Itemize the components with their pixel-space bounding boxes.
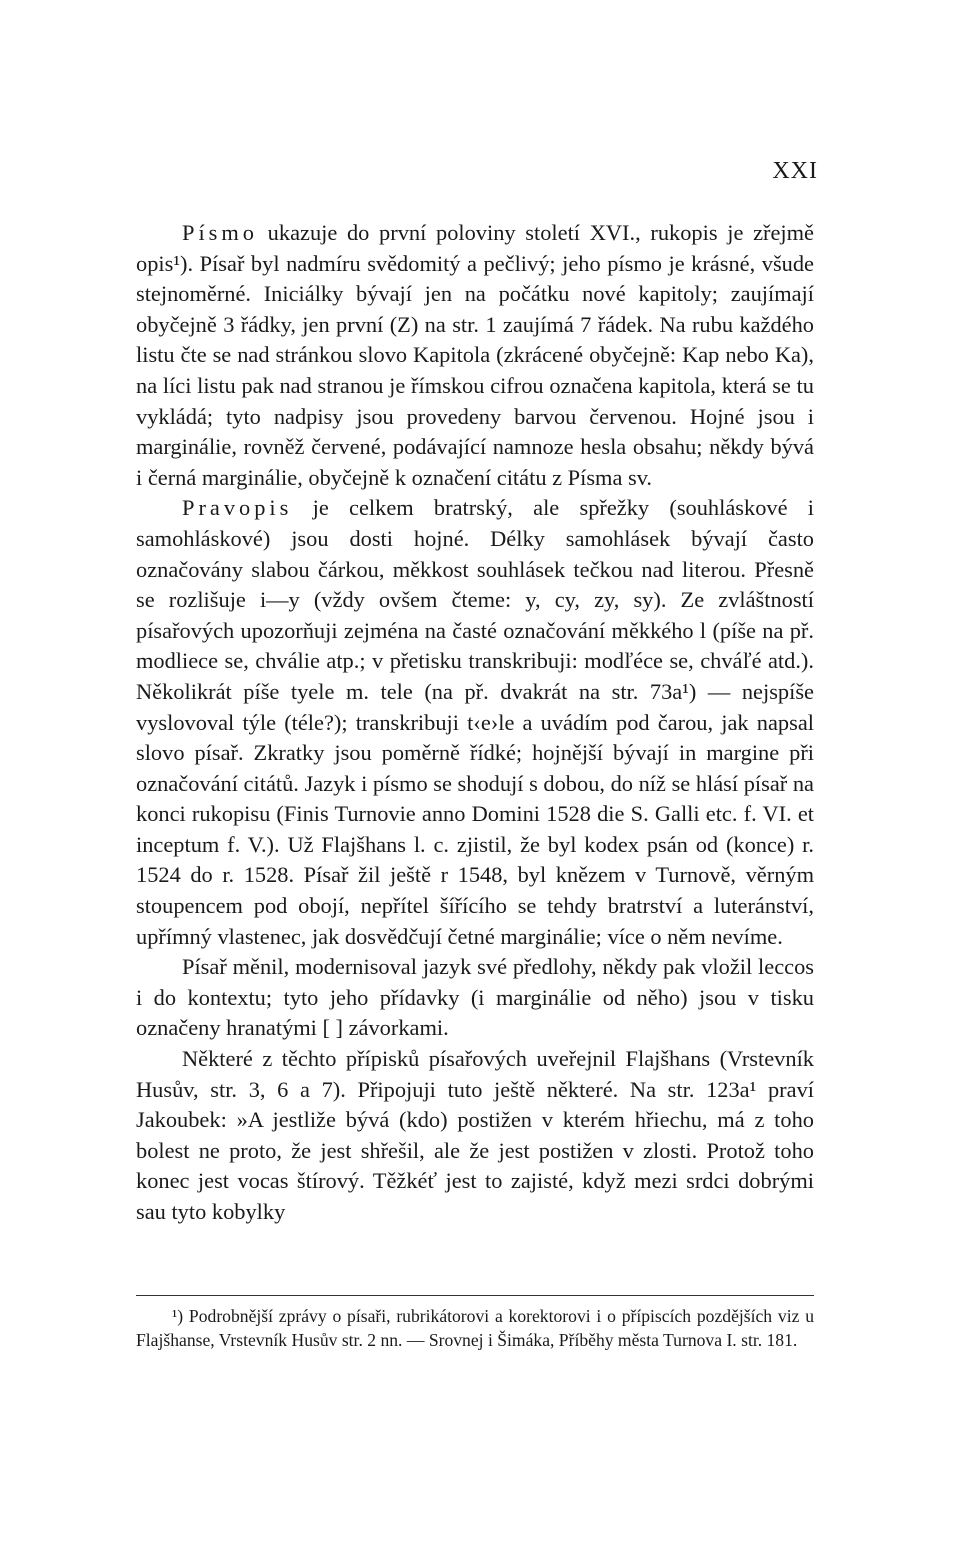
body-text [136, 218, 814, 1228]
footnote-marker: ¹) [172, 1306, 184, 1326]
footnotes [136, 1304, 814, 1352]
paragraph-text: Písař měnil, modernisoval jazyk své předlohy, někdy pak vložil leccos i do kontextu; tyto jeho přídavky (i marginálie od něho) jsou v tisku označeny hranatými [ ] závorkami. [136, 954, 814, 1041]
paragraph-pripisky [136, 1044, 814, 1228]
paragraph-pismo [136, 218, 814, 493]
paragraph-text: Některé z těchto přípisků písařových uveřejnil Flajšhans (Vrstevník Husův, str. 3, 6 a 7). Připojuji tuto ještě některé. Na str. 123a¹ praví Jakoubek: »A jestliže bývá (kdo) postižen v kterém hřiechu, má z toho bolest ne proto, že jest shřešil, ale že jest postižen v zlosti. Protož toho konec jest vocas štírový. Těžkéť jest to zajisté, když mezi srdci dobrými sau tyto kobylky [136, 1046, 814, 1224]
footnote-1 [136, 1304, 814, 1352]
paragraph-text: ukazuje do první poloviny století XVI., rukopis je zřejmě opis¹). Písař byl nadmíru svědomitý a pečlivý; jeho písmo je krásné, všude stejnoměrné. Iniciálky bývají jen na počátku nové kapitoly; zaujímají obyčejně 3 řádky, jen první (Z) na str. 1 zaujímá 7 řádek. Na rubu každého listu čte se nad stránkou slovo Kapitola (zkrácené obyčejně: Kap nebo Ka), na líci listu pak nad stranou je římskou cifrou označena kapitola, která se tu vykládá; tyto nadpisy jsou provedeny barvou červenou. Hojné jsou i marginálie, rovněž červené, podávající namnoze hesla obsahu; někdy bývá i černá marginálie, obyčejně k označení citátu z Písma sv. [136, 220, 814, 490]
paragraph-pravopis [136, 493, 814, 952]
paragraph-pisar [136, 952, 814, 1044]
footnote-divider [136, 1295, 814, 1296]
spaced-heading: Písmo [182, 220, 258, 245]
paragraph-text: je celkem bratrský, ale spřežky (souhláskové i samohláskové) jsou dosti hojné. Délky samohlásek bývají často označovány slabou čárkou, měkkost souhlásek tečkou nad literou. Přesně se rozlišuje i—y (vždy ovšem čteme: y, cy, zy, sy). Ze zvláštností písařových upozorňuji zejména na časté označování měkkého l (píše na př. modliece se, chválie atp.; v přetisku transkribuji: modľéce se, chváľé atd.). Několikrát píše tyele m. tele (na př. dvakrát na str. 73a¹) — nejspíše vyslovoval týle (téle?); transkribuji t‹e›le a uvádím pod čarou, jak napsal slovo písař. Zkratky jsou poměrně řídké; hojnější bývají in margine při označování citátů. Jazyk i písmo se shodují s dobou, do níž se hlásí písař na konci rukopisu (Finis Turnovie anno Domini 1528 die S. Galli etc. f. VI. et inceptum f. V.). Už Flajšhans l. c. zjistil, že byl kodex psán od (konce) r. 1524 do r. 1528. Písař žil ještě r 1548, byl knězem v Turnově, věrným stoupencem pod obojí, nepřítel šířícího se tehdy bratrství a luteránství, upřímný vlastenec, jak dosvědčují četné marginálie; více o něm nevíme. [136, 495, 814, 949]
footnote-text: Podrobnější zprávy o písaři, rubrikátorovi a korektorovi i o přípiscích pozdějších viz u Flajšhanse, Vrstevník Husův str. 2 nn. — Srovnej i Šimáka, Příběhy města Turnova I. str. 181. [136, 1306, 814, 1350]
page-number: XXI [772, 158, 818, 184]
spaced-heading: Pravopis [182, 495, 293, 521]
